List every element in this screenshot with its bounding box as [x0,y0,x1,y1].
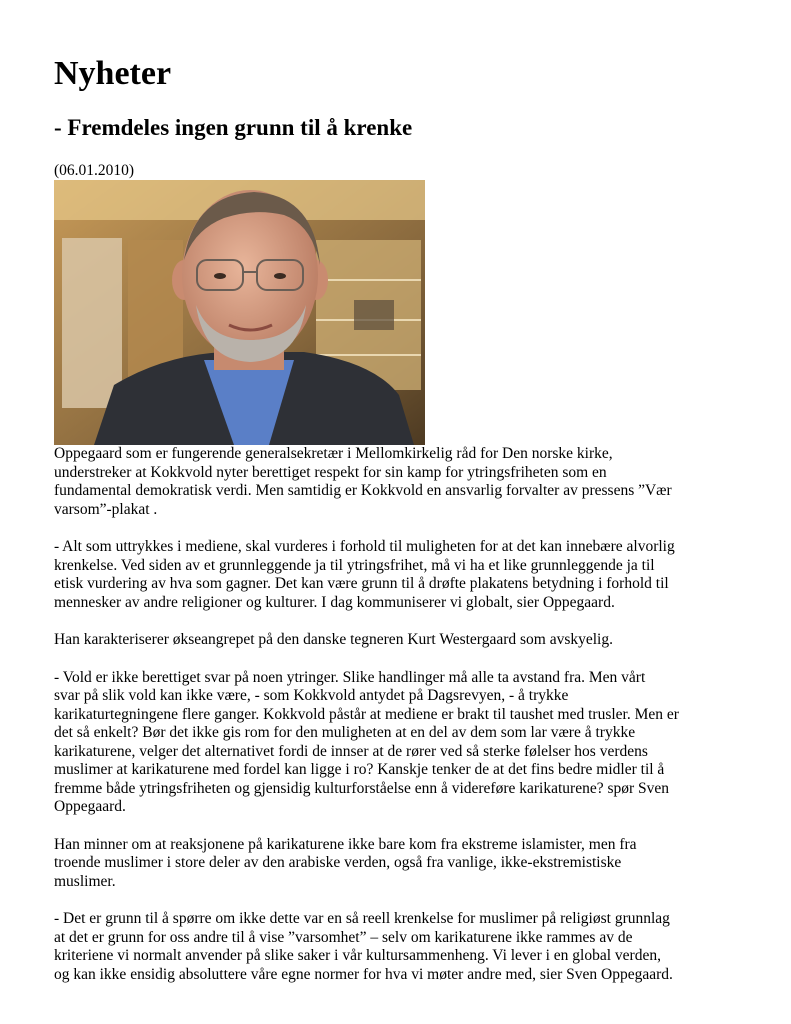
article-date: (06.01.2010) [54,162,135,179]
paragraph: Han minner om at reaksjonene på karikaturene ikke bare kom fra ekstreme islamister, men fra troende muslimer i store deler av den arabiske verden, også fra vanlige, ikke-ekstremistiske muslimer. [54,835,637,890]
paragraph: Han karakteriserer økseangrepet på den danske tegneren Kurt Westergaard som avskyelig. [54,631,613,648]
portrait-photo [54,180,425,445]
paragraph: Oppegaard som er fungerende generalsekretær i Mellomkirkelig råd for Den norske kirke, understreker at Kokkvold nyter berettiget respekt for sin kamp for ytringsfriheten som en fundamental demokratisk verdi. Men samtidig er Kokkvold en ansvarlig forvalter av pressens ”Vær varsom”-plakat . [54,445,672,518]
article-headline: - Fremdeles ingen grunn til å krenke [54,115,413,140]
page-title: Nyheter [54,55,172,92]
paragraph: - Alt som uttrykkes i mediene, skal vurderes i forhold til muligheten for at det kan innebære alvorlig krenkelse. Ved siden av et grunnleggende ja til ytringsfrihet, må vi ha et like grunnleggende ja til etisk vurdering av hva som gagner. Det kan være grunn til å drøfte plakatens betydning i forhold til mennesker av andre religioner og kulturer. I dag kommuniserer vi globalt, sier Oppegaard. [54,538,675,611]
paragraph: - Det er grunn til å spørre om ikke dette var en så reell krenkelse for muslimer på religiøst grunnlag at det er grunn for oss andre til å vise ”varsomhet” – selv om karikaturene ikke rammes av de kriteriene vi normalt anvender på slike saker i vår kultursammenheng. Vi lever i en global verden, og kan ikke ensidig absoluttere våre egne normer for hva vi møter andre med, sier Sven Oppegaard. [54,910,673,983]
article-body [54,445,744,1003]
paragraph: - Vold er ikke berettiget svar på noen ytringer. Slike handlinger må alle ta avstand fra. Men vårt svar på slik vold kan ikke være, - som Kokkvold antydet på Dagsrevyen, - å trykke karikaturtegningene flere ganger. Kokkvold påstår at mediene er brakt til taushet med trusler. Men er det så enkelt? Bør det ikke gis rom for den muligheten at en del av dem som lar være å trykke karikaturene, velger det alternativet fordi de innser at de rører ved så sterke følelser hos verdens muslimer at karikaturene med fordel kan ligge i ro? Kanskje tenker de at det fins bedre midler til å fremme både ytringsfriheten og gjensidig kulturforståelse enn å videreføre karikaturene? spør Sven Oppegaard. [54,668,679,815]
